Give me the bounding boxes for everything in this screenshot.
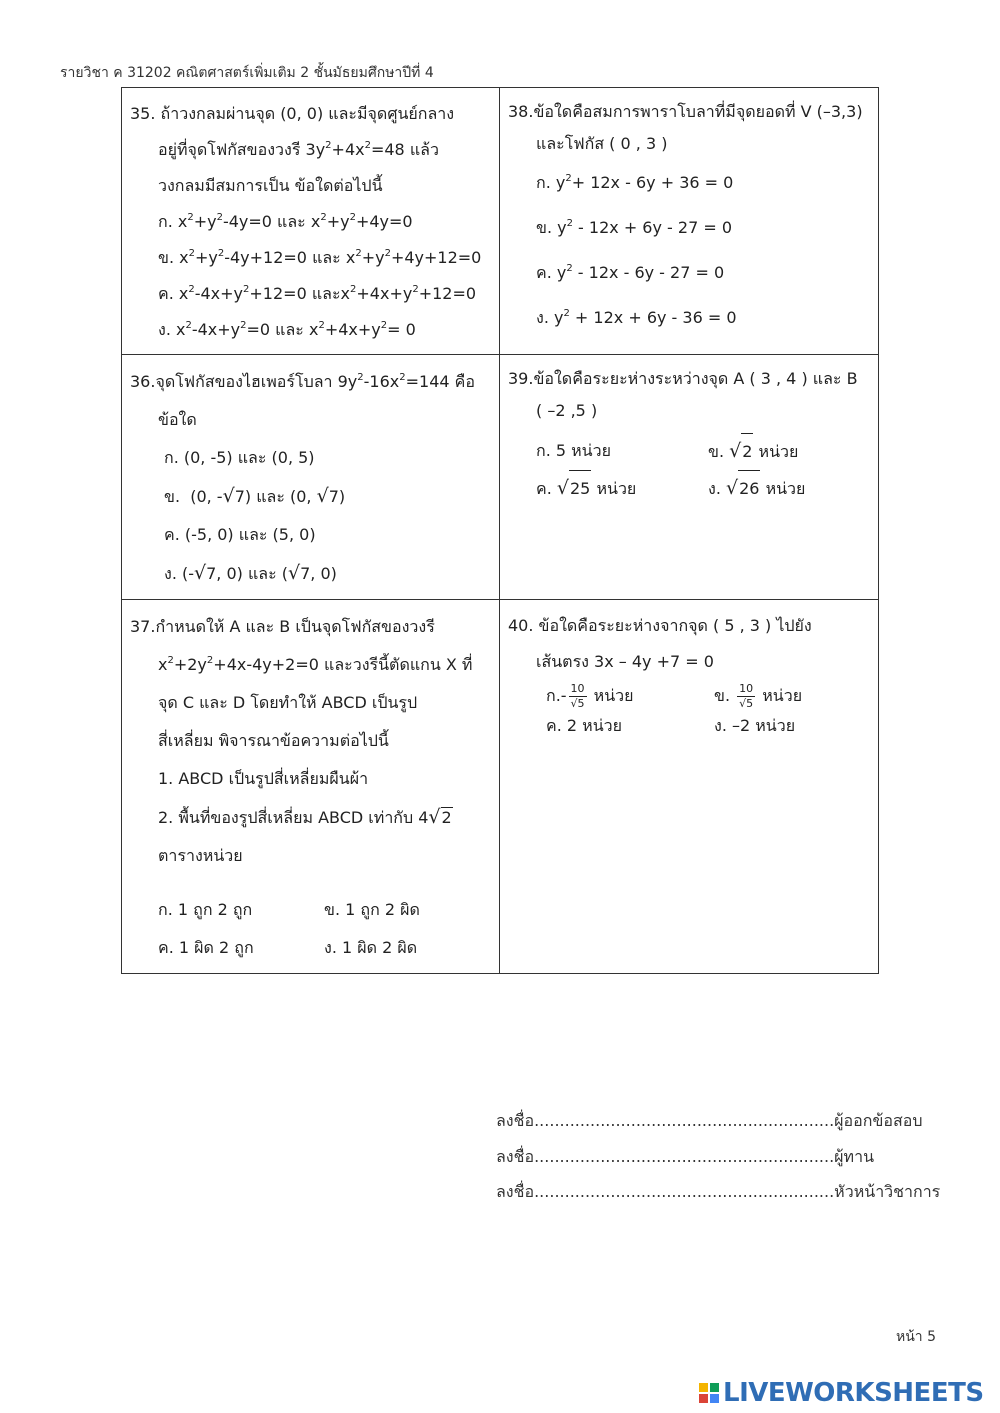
- question-35: [122, 88, 500, 355]
- q36-option-d[interactable]: ง. (-√7, 0) และ (√7, 0): [164, 562, 337, 584]
- q35-option-a[interactable]: ก. $x^2+y^2-4y=0$ และ $x^2+y^2+4y=0$: [158, 212, 413, 231]
- page-header: รายวิชา ค 31202 คณิตศาสตร์เพิ่มเติม 2 ชั้นมัธยมศึกษาปีที่ 4: [60, 65, 434, 81]
- q38-option-d[interactable]: ง. $y^2 + 12x + 6y - 36 = 0$: [536, 308, 737, 327]
- page-number: หน้า 5: [896, 1329, 937, 1345]
- q38-stem-1: 38.ข้อใดคือสมการพาราโบลาที่มีจุดยอดที่ V (–3,3): [508, 102, 863, 121]
- q40-option-c[interactable]: ค. 2 หน่วย: [546, 716, 622, 735]
- q38-stem-2: และโฟกัส ( 0 , 3 ): [536, 134, 668, 153]
- q37-option-d[interactable]: ง. 1 ผิด 2 ผิด: [324, 938, 418, 957]
- question-40: [500, 600, 879, 974]
- question-38: [500, 88, 879, 355]
- q35-stem-3: วงกลมมีสมการเป็น ข้อใดต่อไปนี้: [158, 176, 383, 195]
- sqrt-symbol: √: [194, 562, 207, 584]
- q35-option-b[interactable]: ข. $x^2+y^2-4y+12=0$ และ $x^2+y^2+4y+12=0$: [158, 248, 482, 267]
- signature-line-author: ลงชื่อ...........................................................ผู้ออกข้อสอบ: [496, 1111, 923, 1130]
- question-37: [122, 600, 500, 974]
- sqrt-symbol: √: [288, 562, 301, 584]
- q40-option-d[interactable]: ง. –2 หน่วย: [714, 716, 796, 735]
- q37-option-b[interactable]: ข. 1 ถูก 2 ผิด: [324, 900, 420, 919]
- q39-option-d[interactable]: ง. √26 หน่วย: [708, 470, 805, 507]
- sqrt-symbol: √: [316, 485, 329, 507]
- q39-option-a[interactable]: ก. 5 หน่วย: [536, 441, 611, 460]
- q39-stem-1: 39.ข้อใดคือระยะห่างระหว่างจุด A ( 3 , 4 ) และ B: [508, 369, 858, 388]
- q36-option-c[interactable]: ค. (-5, 0) และ (5, 0): [164, 525, 316, 544]
- q37-option-c[interactable]: ค. 1 ผิด 2 ถูก: [158, 938, 254, 957]
- signature-line-reviewer: ลงชื่อ...........................................................ผู้ทาน: [496, 1147, 875, 1166]
- q37-statement-1: 1. ABCD เป็นรูปสี่เหลี่ยมผืนผ้า: [158, 769, 369, 788]
- q37-option-a[interactable]: ก. 1 ถูก 2 ถูก: [158, 900, 253, 919]
- q36-stem-1: 36.จุดโฟกัสของไฮเพอร์โบลา $9y^2-16x^2=144$ คือ: [130, 372, 475, 391]
- q37-stem-4: สี่เหลี่ยม พิจารณาข้อความต่อไปนี้: [158, 731, 389, 750]
- q35-option-c[interactable]: ค. $x^2-4x+y^2+12=0$ และ$x^2+4x+y^2+12=0$: [158, 284, 477, 303]
- q37-statement-2: 2. พื้นที่ของรูปสี่เหลี่ยม ABCD เท่ากับ 4√2: [158, 806, 452, 828]
- q38-option-c[interactable]: ค. $y^2 - 12x - 6y - 27 = 0$: [536, 263, 725, 282]
- q40-stem-2: เส้นตรง 3x – 4y +7 = 0: [536, 652, 714, 671]
- q35-option-d[interactable]: ง. $x^2-4x+y^2=0$ และ $x^2+4x+y^2= 0$: [158, 320, 416, 339]
- fraction: $\frac{10}{√5}$: [570, 682, 585, 710]
- sqrt-symbol: √: [222, 485, 235, 507]
- q39-option-b[interactable]: ข. √2 หน่วย: [708, 433, 798, 470]
- q40-option-b[interactable]: ข. $\frac{10}{√5}$ หน่วย: [714, 682, 803, 710]
- logo-tiles-icon: [699, 1383, 719, 1403]
- q36-option-a[interactable]: ก. (0, -5) และ (0, 5): [164, 448, 315, 467]
- signature-line-head: ลงชื่อ...........................................................หัวหน้าวิชาการ: [496, 1182, 941, 1201]
- question-36: [122, 355, 500, 600]
- question-39: [500, 355, 879, 600]
- q39-option-c[interactable]: ค. √25 หน่วย: [536, 470, 708, 507]
- q37-statement-3: ตารางหน่วย: [158, 846, 243, 865]
- q37-stem-2: $x^2+2y^2+4x-4y+2=0$ และวงรีนี้ตัดแกน X ที่: [158, 655, 473, 674]
- q38-option-a[interactable]: ก. $y^2+ 12x - 6y + 36 = 0$: [536, 173, 734, 192]
- q38-option-b[interactable]: ข. $y^2 - 12x + 6y - 27 = 0$: [536, 218, 733, 237]
- q35-stem-2: อยู่ที่จุดโฟกัสของวงรี $3y^2+4x^2=48$ แล้ว: [158, 140, 439, 159]
- q40-stem-1: 40. ข้อใดคือระยะห่างจากจุด ( 5 , 3 ) ไปยัง: [508, 616, 812, 635]
- fraction: $\frac{10}{√5}$: [739, 682, 754, 710]
- question-grid: [121, 87, 879, 974]
- q37-stem-3: จุด C และ D โดยทำให้ ABCD เป็นรูป: [158, 693, 418, 712]
- q36-stem-2: ข้อใด: [158, 410, 197, 429]
- q35-stem-1: 35. ถ้าวงกลมผ่านจุด (0, 0) และมีจุดศูนย์กลาง: [130, 104, 455, 123]
- q37-stem-1: 37.กำหนดให้ A และ B เป็นจุดโฟกัสของวงรี: [130, 617, 435, 636]
- liveworksheets-logo: LIVEWORKSHEETS: [699, 1378, 984, 1408]
- q39-stem-2: ( –2 ,5 ): [536, 401, 598, 420]
- q40-option-a[interactable]: ก.- $\frac{10}{√5}$ หน่วย: [546, 682, 634, 710]
- q36-option-b[interactable]: ข. (0, -√7) และ (0, √7): [164, 485, 346, 507]
